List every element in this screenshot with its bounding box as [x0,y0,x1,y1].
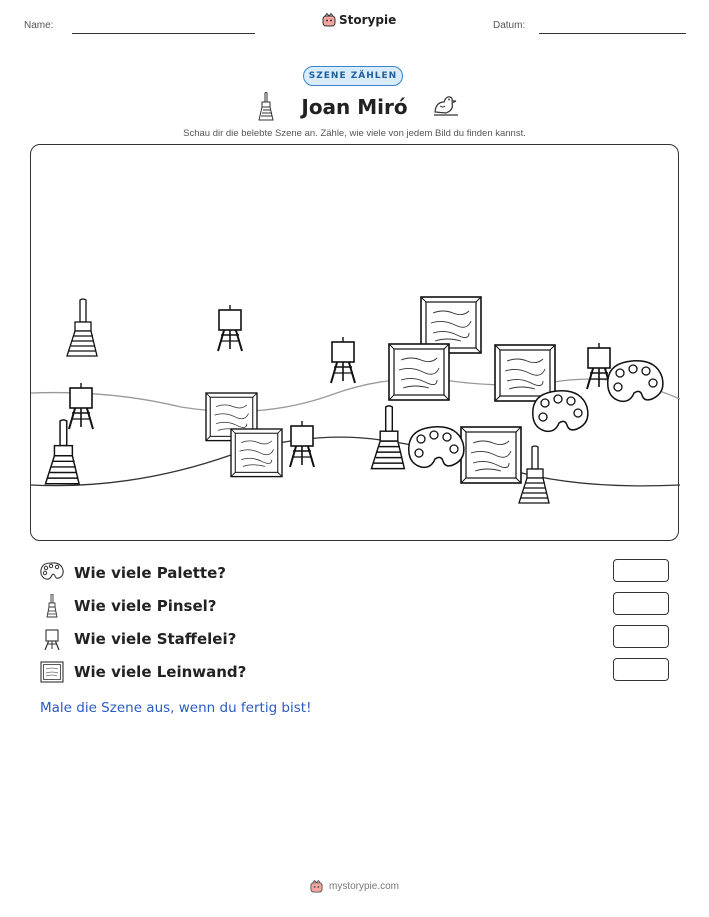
scene-palette [533,391,588,432]
ground-line-front [31,437,680,486]
question-text: Wie viele Palette? [74,564,226,582]
question-text: Wie viele Pinsel? [74,597,217,615]
scene-canvas [231,429,282,477]
coloring-note: Male die Szene aus, wenn du fertig bist! [40,700,312,716]
scene-brush [45,420,79,484]
question-brush [40,594,216,618]
question-palette [40,561,226,585]
scene-easel [69,383,93,429]
scene-canvas [389,344,449,400]
scene-canvas [461,427,521,483]
scene-easel [331,337,355,383]
footer [0,880,709,893]
brush-icon [40,594,64,618]
scene-brush [67,299,97,356]
instructions: Schau dir die belebte Szene an. Zähle, wie viele von jedem Bild du finden kannst. [183,128,526,139]
question-text: Wie viele Leinwand? [74,663,247,681]
scene-brush [519,446,549,503]
storypie-logo-icon [310,880,323,893]
activity-badge: SZENE ZÄHLEN [303,66,403,86]
question-canvas [40,660,246,684]
name-label: Name: [24,20,54,31]
brand-logo [322,13,396,27]
answer-box-palette[interactable] [613,559,669,582]
scene-easel [290,421,314,467]
question-easel [40,627,236,651]
brand-name: Storypie [339,13,397,27]
answer-box-brush[interactable] [613,592,669,615]
name-line[interactable] [72,33,255,34]
canvas-icon [40,660,64,684]
footer-url[interactable]: mystorypie.com [328,881,399,892]
question-text: Wie viele Staffelei? [74,630,237,648]
date-label: Datum: [493,20,526,31]
counting-scene [30,144,679,541]
scene-palette [608,361,663,402]
scene-brush [371,406,404,469]
date-line[interactable] [539,33,686,34]
storypie-logo-icon [322,13,336,27]
bird-icon [432,92,460,118]
palette-icon [40,561,64,585]
scene-easel [218,305,242,351]
answer-box-easel[interactable] [613,625,669,648]
page-title: Joan Miró [301,95,408,119]
easel-icon [40,627,64,651]
answer-box-canvas[interactable] [613,658,669,681]
scene-palette [409,427,464,468]
